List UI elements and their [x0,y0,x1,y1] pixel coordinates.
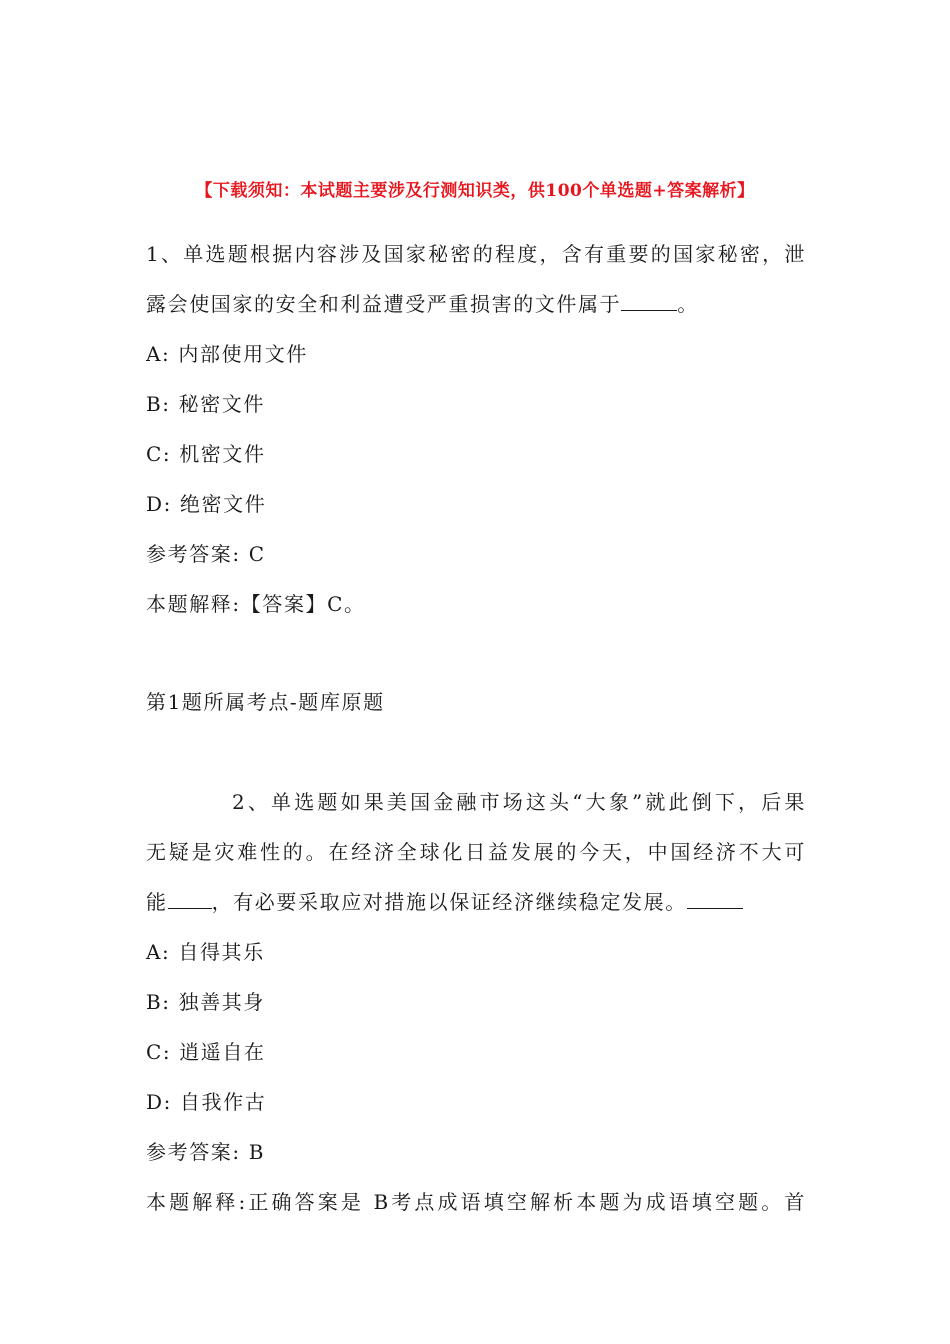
q1-stem-line-1: 1、单选题根据内容涉及国家秘密的程度，含有重要的国家秘密，泄 [146,242,806,266]
q1-stem-line-2 [146,288,806,317]
q2-trailing-blank [687,890,743,909]
q2-answer-blank [168,890,212,909]
q1-answer-blank [621,292,677,311]
q2-option-b: B: 独善其身 [146,990,265,1014]
q2-option-c: C: 逍遥自在 [146,1040,266,1064]
q2-stem-line-1: 2、单选题如果美国金融市场这头“大象”就此倒下，后果 [232,790,806,814]
q2-stem-line-3 [146,886,806,915]
download-notice: 【下载须知：本试题主要涉及行测知识类，供100个单选题+答案解析】 [195,181,755,201]
q1-option-b: B: 秘密文件 [146,392,265,416]
q1-stem-text: 露会使国家的安全和利益遭受严重损害的文件属于 [146,292,622,316]
q1-explanation: 本题解释:【答案】C。 [146,592,366,616]
q1-answer: 参考答案: C [146,542,266,566]
q2-explanation: 本题解释:正确答案是 B考点成语填空解析本题为成语填空题。首 [146,1190,806,1214]
q2-answer: 参考答案: B [146,1140,265,1164]
q1-option-d: D: 绝密文件 [146,492,267,516]
q2-option-d: D: 自我作古 [146,1090,267,1114]
q1-option-c: C: 机密文件 [146,442,266,466]
q1-topic: 第1题所属考点-题库原题 [146,690,385,714]
q2-stem-start: 能 [146,890,168,914]
q2-stem-line-2: 无疑是灾难性的。在经济全球化日益发展的今天，中国经济不大可 [146,840,806,864]
q1-option-a: A: 内部使用文件 [146,342,308,366]
q1-stem-end: 。 [677,292,699,316]
q2-option-a: A: 自得其乐 [146,940,265,964]
q2-stem-middle: ，有必要采取应对措施以保证经济继续稳定发展。 [211,890,687,914]
